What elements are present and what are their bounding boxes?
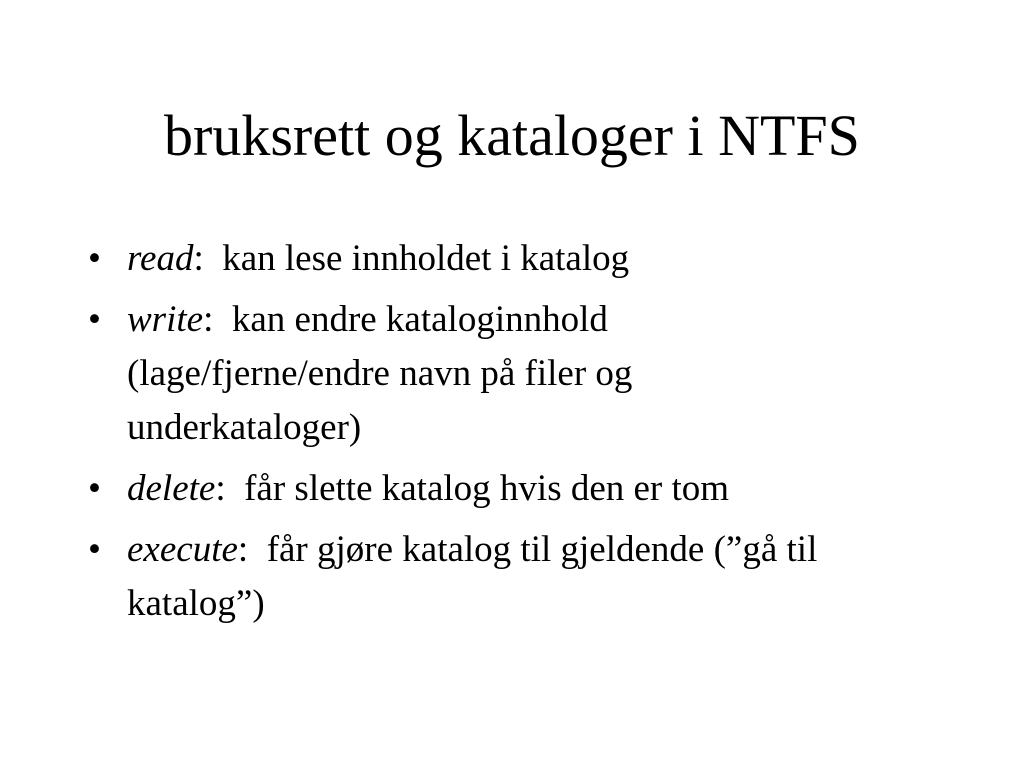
- bullet-item-execute: [88, 523, 948, 631]
- bullet-text-read: kan lese innholdet i katalog: [222, 238, 630, 279]
- term-separator: :: [193, 238, 223, 279]
- bullet-text-write: kan endre kataloginnhold (lage/fjerne/endre navn på filer og underkataloger): [127, 299, 633, 448]
- bullet-item-write: [88, 293, 727, 455]
- bullet-marker: •: [88, 299, 101, 340]
- term-read: read: [127, 238, 194, 279]
- bullet-marker: •: [88, 468, 101, 509]
- bullet-item-delete: [88, 462, 948, 516]
- bullet-text-delete: får slette katalog hvis den er tom: [244, 468, 730, 509]
- term-write: write: [127, 299, 204, 340]
- term-separator: :: [237, 529, 267, 570]
- bullet-marker: •: [88, 238, 101, 279]
- term-separator: :: [203, 299, 232, 340]
- term-delete: delete: [127, 468, 216, 509]
- term-separator: :: [215, 468, 245, 509]
- slide-title: bruksrett og kataloger i NTFS: [164, 103, 860, 168]
- bullet-marker: •: [88, 529, 101, 570]
- bullet-item-read: [88, 232, 948, 286]
- bullet-text-execute: får gjøre katalog til gjeldende (”gå til katalog”): [127, 529, 818, 624]
- bullet-list: [88, 232, 948, 638]
- term-execute: execute: [127, 529, 238, 570]
